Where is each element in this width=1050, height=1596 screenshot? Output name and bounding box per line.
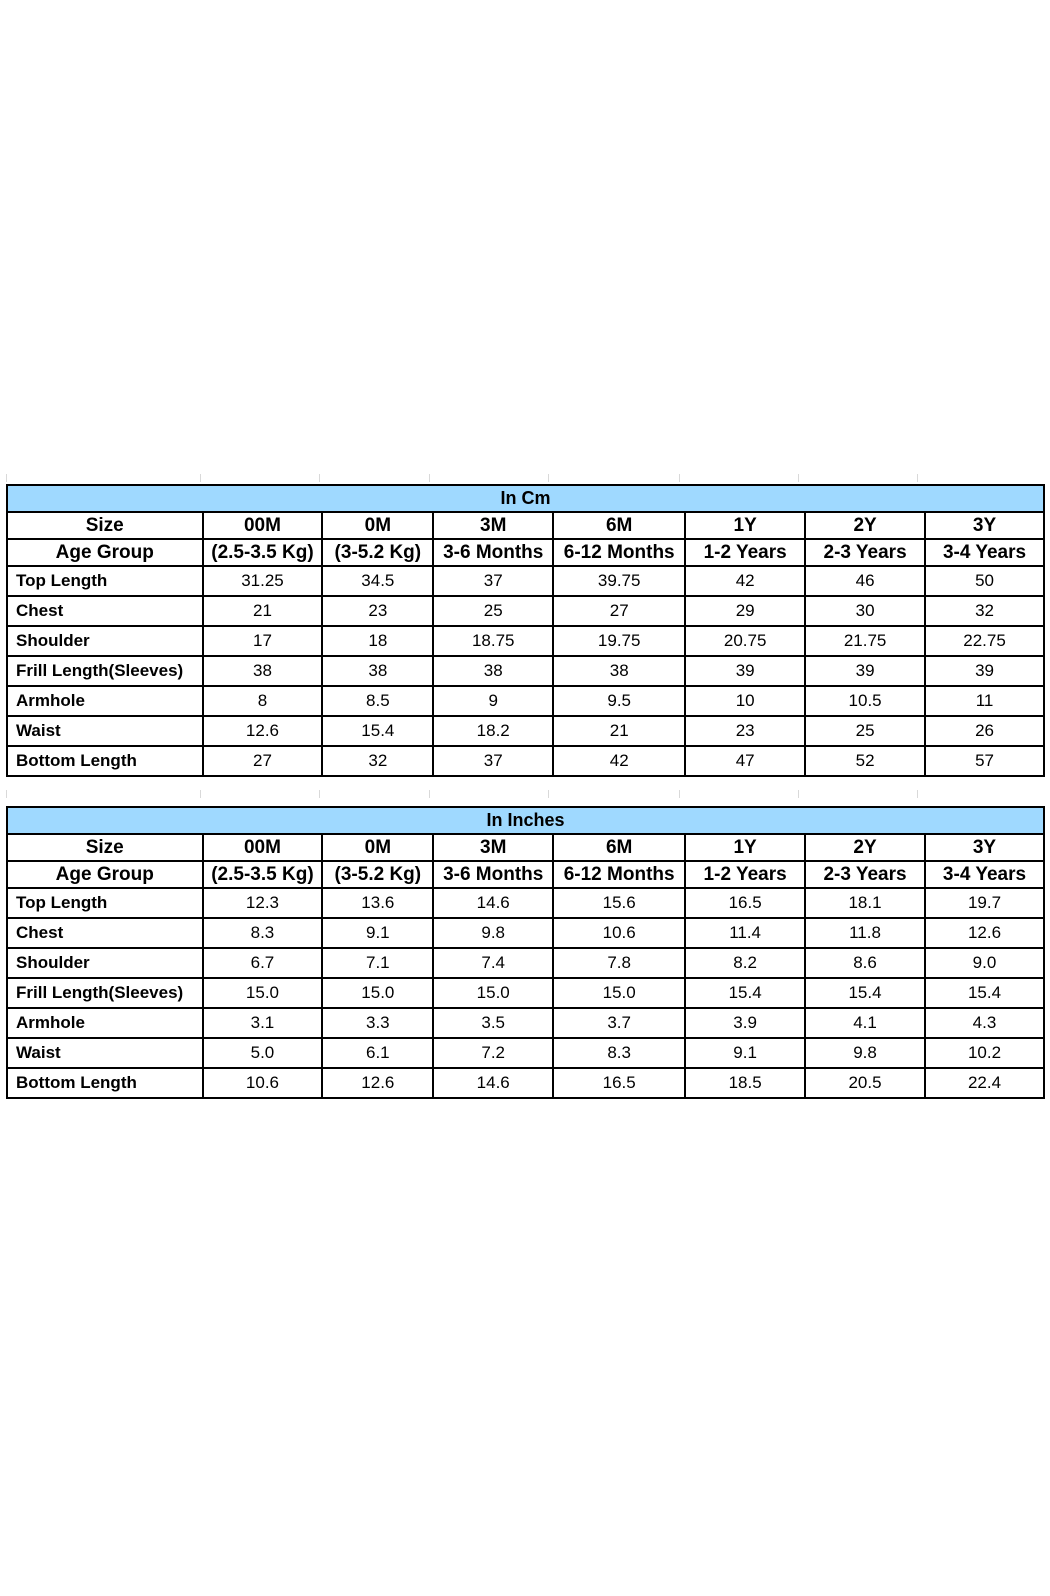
measurement-value: 27 (553, 596, 685, 626)
measurement-value: 3.3 (322, 1008, 433, 1038)
size-cell: 1Y (685, 512, 805, 539)
measurement-value: 3.5 (433, 1008, 553, 1038)
measurement-value: 4.1 (805, 1008, 925, 1038)
measurement-label: Shoulder (7, 948, 203, 978)
age-group-cell: (3-5.2 Kg) (322, 861, 433, 888)
measurement-value: 37 (433, 746, 553, 776)
measurement-label: Top Length (7, 888, 203, 918)
measurement-value: 38 (433, 656, 553, 686)
gridline-marks-top (6, 474, 1044, 482)
measurement-value: 52 (805, 746, 925, 776)
age-group-cell: 1-2 Years (685, 539, 805, 566)
table-row (7, 1068, 1044, 1098)
size-label: Size (7, 834, 203, 861)
measurement-value: 27 (203, 746, 323, 776)
age-group-row (7, 861, 1044, 888)
size-cell: 00M (203, 512, 323, 539)
measurement-label: Frill Length(Sleeves) (7, 978, 203, 1008)
measurement-value: 21 (203, 596, 323, 626)
age-group-cell: 3-4 Years (925, 861, 1044, 888)
measurement-value: 15.0 (203, 978, 323, 1008)
table-row (7, 888, 1044, 918)
measurement-value: 46 (805, 566, 925, 596)
measurement-value: 9 (433, 686, 553, 716)
measurement-value: 50 (925, 566, 1044, 596)
measurement-value: 20.75 (685, 626, 805, 656)
measurement-value: 12.6 (203, 716, 323, 746)
measurement-value: 15.4 (805, 978, 925, 1008)
age-group-cell: 6-12 Months (553, 539, 685, 566)
measurement-value: 19.75 (553, 626, 685, 656)
table-row (7, 596, 1044, 626)
measurement-value: 10 (685, 686, 805, 716)
size-cell: 0M (322, 512, 433, 539)
table-row (7, 626, 1044, 656)
measurement-value: 29 (685, 596, 805, 626)
size-cell: 6M (553, 834, 685, 861)
measurement-value: 34.5 (322, 566, 433, 596)
measurement-value: 8.2 (685, 948, 805, 978)
measurement-label: Frill Length(Sleeves) (7, 656, 203, 686)
measurement-value: 16.5 (685, 888, 805, 918)
measurement-label: Waist (7, 1038, 203, 1068)
measurement-value: 38 (553, 656, 685, 686)
size-chart-cm (6, 484, 1045, 777)
size-chart-inches (6, 806, 1045, 1099)
table-row (7, 978, 1044, 1008)
measurement-value: 11.4 (685, 918, 805, 948)
measurement-value: 17 (203, 626, 323, 656)
measurement-value: 12.6 (925, 918, 1044, 948)
measurement-value: 18.1 (805, 888, 925, 918)
measurement-value: 18.75 (433, 626, 553, 656)
table-title: In Cm (7, 485, 1044, 512)
measurement-value: 10.5 (805, 686, 925, 716)
measurement-value: 18 (322, 626, 433, 656)
age-group-cell: (2.5-3.5 Kg) (203, 861, 323, 888)
measurement-value: 3.7 (553, 1008, 685, 1038)
table-row (7, 1038, 1044, 1068)
measurement-value: 21 (553, 716, 685, 746)
measurement-value: 38 (322, 656, 433, 686)
age-group-cell: 2-3 Years (805, 539, 925, 566)
size-cell: 3M (433, 834, 553, 861)
measurement-value: 9.5 (553, 686, 685, 716)
measurement-value: 22.75 (925, 626, 1044, 656)
measurement-value: 38 (203, 656, 323, 686)
table-row (7, 716, 1044, 746)
size-label: Size (7, 512, 203, 539)
measurement-value: 8.6 (805, 948, 925, 978)
measurement-value: 42 (685, 566, 805, 596)
measurement-value: 12.6 (322, 1068, 433, 1098)
measurement-value: 8 (203, 686, 323, 716)
measurement-value: 32 (925, 596, 1044, 626)
size-header-row (7, 512, 1044, 539)
measurement-value: 25 (805, 716, 925, 746)
measurement-value: 10.6 (553, 918, 685, 948)
measurement-label: Top Length (7, 566, 203, 596)
age-group-cell: 3-6 Months (433, 861, 553, 888)
age-group-cell: (3-5.2 Kg) (322, 539, 433, 566)
measurement-value: 21.75 (805, 626, 925, 656)
measurement-value: 32 (322, 746, 433, 776)
size-cell: 0M (322, 834, 433, 861)
measurement-value: 11.8 (805, 918, 925, 948)
measurement-label: Bottom Length (7, 746, 203, 776)
table-title-row (7, 807, 1044, 834)
measurement-value: 7.2 (433, 1038, 553, 1068)
measurement-label: Armhole (7, 686, 203, 716)
measurement-value: 9.8 (433, 918, 553, 948)
age-group-cell: (2.5-3.5 Kg) (203, 539, 323, 566)
age-group-cell: 2-3 Years (805, 861, 925, 888)
measurement-value: 18.2 (433, 716, 553, 746)
measurement-value: 6.7 (203, 948, 323, 978)
measurement-value: 9.1 (685, 1038, 805, 1068)
measurement-value: 30 (805, 596, 925, 626)
age-group-label: Age Group (7, 539, 203, 566)
measurement-value: 3.9 (685, 1008, 805, 1038)
measurement-value: 3.1 (203, 1008, 323, 1038)
measurement-value: 12.3 (203, 888, 323, 918)
age-group-cell: 6-12 Months (553, 861, 685, 888)
size-cell: 3Y (925, 512, 1044, 539)
measurement-value: 23 (685, 716, 805, 746)
measurement-value: 15.4 (322, 716, 433, 746)
measurement-value: 10.6 (203, 1068, 323, 1098)
measurement-value: 15.0 (322, 978, 433, 1008)
measurement-value: 8.5 (322, 686, 433, 716)
table-row (7, 746, 1044, 776)
age-group-cell: 3-6 Months (433, 539, 553, 566)
size-cell: 6M (553, 512, 685, 539)
size-cell: 00M (203, 834, 323, 861)
measurement-value: 15.6 (553, 888, 685, 918)
measurement-value: 25 (433, 596, 553, 626)
table-title-row (7, 485, 1044, 512)
measurement-value: 8.3 (553, 1038, 685, 1068)
measurement-value: 47 (685, 746, 805, 776)
measurement-value: 14.6 (433, 888, 553, 918)
table-row (7, 1008, 1044, 1038)
table-row (7, 918, 1044, 948)
measurement-value: 37 (433, 566, 553, 596)
measurement-value: 26 (925, 716, 1044, 746)
size-cell: 2Y (805, 834, 925, 861)
table-row (7, 686, 1044, 716)
measurement-value: 15.4 (685, 978, 805, 1008)
age-group-label: Age Group (7, 861, 203, 888)
measurement-label: Waist (7, 716, 203, 746)
measurement-value: 23 (322, 596, 433, 626)
measurement-value: 5.0 (203, 1038, 323, 1068)
measurement-value: 19.7 (925, 888, 1044, 918)
measurement-value: 20.5 (805, 1068, 925, 1098)
age-group-row (7, 539, 1044, 566)
measurement-value: 13.6 (322, 888, 433, 918)
measurement-value: 14.6 (433, 1068, 553, 1098)
measurement-value: 18.5 (685, 1068, 805, 1098)
measurement-value: 39 (805, 656, 925, 686)
measurement-value: 39 (925, 656, 1044, 686)
size-cell: 1Y (685, 834, 805, 861)
measurement-value: 7.8 (553, 948, 685, 978)
measurement-value: 9.8 (805, 1038, 925, 1068)
measurement-value: 22.4 (925, 1068, 1044, 1098)
measurement-value: 11 (925, 686, 1044, 716)
measurement-value: 9.0 (925, 948, 1044, 978)
measurement-value: 15.4 (925, 978, 1044, 1008)
measurement-label: Shoulder (7, 626, 203, 656)
table-row (7, 656, 1044, 686)
gridline-marks-bottom (6, 790, 1044, 798)
measurement-value: 6.1 (322, 1038, 433, 1068)
measurement-label: Chest (7, 918, 203, 948)
measurement-value: 7.1 (322, 948, 433, 978)
measurement-value: 8.3 (203, 918, 323, 948)
measurement-value: 39.75 (553, 566, 685, 596)
age-group-cell: 1-2 Years (685, 861, 805, 888)
age-group-cell: 3-4 Years (925, 539, 1044, 566)
measurement-value: 31.25 (203, 566, 323, 596)
measurement-value: 7.4 (433, 948, 553, 978)
measurement-value: 57 (925, 746, 1044, 776)
measurement-value: 39 (685, 656, 805, 686)
measurement-value: 15.0 (553, 978, 685, 1008)
size-cell: 3M (433, 512, 553, 539)
size-cell: 2Y (805, 512, 925, 539)
size-header-row (7, 834, 1044, 861)
measurement-label: Chest (7, 596, 203, 626)
table-title: In Inches (7, 807, 1044, 834)
measurement-value: 42 (553, 746, 685, 776)
measurement-value: 4.3 (925, 1008, 1044, 1038)
measurement-value: 16.5 (553, 1068, 685, 1098)
measurement-value: 15.0 (433, 978, 553, 1008)
table-row (7, 566, 1044, 596)
table-row (7, 948, 1044, 978)
size-cell: 3Y (925, 834, 1044, 861)
measurement-value: 10.2 (925, 1038, 1044, 1068)
measurement-label: Bottom Length (7, 1068, 203, 1098)
measurement-value: 9.1 (322, 918, 433, 948)
measurement-label: Armhole (7, 1008, 203, 1038)
